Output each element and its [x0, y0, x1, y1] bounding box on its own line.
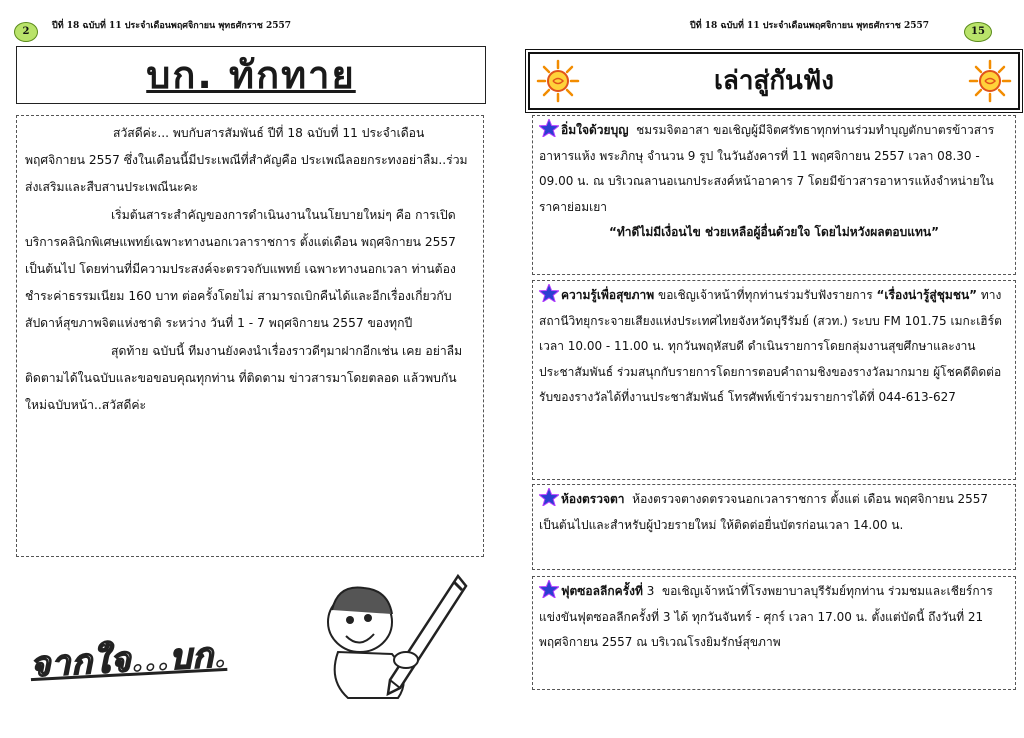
section-body: ทางสถานีวิทยุกระจายเสียงแห่งประเทศไทยจังหวัดบุรีรัมย์ (สวท.) ระบบ FM 101.75 เมกะเฮิร์ต เวลา 10.00 - 11.00 น. ทุกวันพฤหัสบดี ดำเนินรายการโดยกลุ่มงานสุขศึกษาและงานประชาสัมพันธ์ ร่วมสนุกกับรายการโดยการตอบคำถามชิงของรางวัลมากมาย ผู้โชคดีติดต่อรับของรางวัลได้ที่งานประชาสัมพันธ์ โทรศัพท์เข้าร่วมรายการได้ที่ 044-613-627	[539, 288, 1002, 404]
issue-header-left: ปีที่ 18 ฉบับที่ 11 ประจำเดือนพฤศจิกายน พุทธศักราช 2557	[52, 21, 292, 31]
section-heading-number: 3	[646, 584, 655, 598]
program-name: “เรื่องน่ารู้สู่ชุมชน”	[876, 288, 978, 302]
editor-paragraph-3: สุดท้าย ฉบับนี้ ทีมงานยังคงนำเรื่องราวดีๆมาฝากอีกเช่น เคย อย่าลืม ติดตามได้ในฉบับและขอขอบคุณทุกท่าน ที่ติดตาม ข่าวสารมาโดยตลอด แล้วพบกันใหม่ฉบับหน้า..สวัสดีค่ะ	[25, 343, 463, 413]
section-heading: อิ่มใจด้วยบุญ	[561, 123, 629, 137]
section-health-knowledge	[532, 280, 1016, 480]
editor-paragraph-1: สวัสดีค่ะ... พบกับสารสัมพันธ์ ปีที่ 18 ฉบับที่ 11 ประจำเดือน พฤศจิกายน 2557 ซึ่งในเดือนนี้มีประเพณีที่สำคัญคือ ประเพณีลอยกระทงอย่าลืม..ร่วมส่งเสริมและสืบสานประเพณีนะคะ	[25, 126, 468, 195]
section-heading: ฟุตซอลลีกครั้งที่	[561, 584, 643, 598]
stories-title-box	[528, 52, 1020, 110]
section-heading: ความรู้เพื่อสุขภาพ	[561, 288, 655, 302]
section-body-intro: ขอเชิญเจ้าหน้าที่ทุกท่านร่วมรับฟังรายการ	[658, 288, 873, 302]
section-merit	[532, 115, 1016, 275]
star-icon	[539, 488, 559, 506]
page-number-left: 2	[14, 22, 38, 42]
stories-title: เล่าสู่กันฟัง	[714, 66, 834, 96]
section-heading: ห้องตรวจตา	[561, 492, 625, 506]
section-body: ห้องตรวจตางดตรวจนอกเวลาราชการ ตั้งแต่ เดือน พฤศจิกายน 2557 เป็นต้นไปและสำหรับผู้ป่วยรายใหม่ ให้ติดต่อยื่นบัตรก่อนเวลา 14.00 น.	[539, 492, 989, 532]
editor-message-box	[16, 115, 484, 557]
star-icon	[539, 119, 559, 137]
issue-header-right: ปีที่ 18 ฉบับที่ 11 ประจำเดือนพฤศจิกายน พุทธศักราช 2557	[690, 21, 930, 31]
section-body: ชมรมจิตอาสา ขอเชิญผู้มีจิตศรัทธาทุกท่านร่วมทำบุญตักบาตรข้าวสารอาหารแห้ง พระภิกษุ จำนวน 9 รูป ในวันอังคารที่ 11 พฤศจิกายน 2557 เวลา 08.30 - 09.00 น. ณ บริเวณลานอเนกประสงค์หน้าอาคาร 7 โดยมีข้าวสารอาหารแห้งจำหน่ายในราคาย่อมเยา	[539, 123, 995, 214]
section-eye-clinic	[532, 484, 1016, 570]
page-number-right: 15	[964, 22, 992, 42]
pencil-mascot-icon	[308, 570, 468, 705]
editor-paragraph-2: เริ่มต้นสาระสำคัญของการดำเนินงานในนโยบายใหม่ๆ คือ การเปิดบริการคลินิกพิเศษแพทย์เฉพาะทางนอกเวลาราชการ ตั้งแต่เดือน พฤศจิกายน 2557 เป็นต้นไป โดยท่านที่มีความประสงค์จะตรวจกับแพทย์ เฉพาะทางนอกเวลา ท่านต้องชำระค่าธรรมเนียม 160 บาท ต่อครั้งโดยไม่ สามารถเบิกคืนได้และอีกเรื่องเกี่ยวกับสัปดาห์สุขภาพจิตแห่งชาติ ระหว่าง วันที่ 1 - 7 พฤศจิกายน 2557 ของทุกปี	[25, 207, 456, 331]
sun-icon	[968, 59, 1012, 103]
star-icon	[539, 284, 559, 302]
editor-signature: จากใจ...บก.	[29, 634, 228, 686]
section-quote: “ทำดีไม่มีเงื่อนไข ช่วยเหลือผู้อื่นด้วยใจ โดยไม่หวังผลตอบแทน”	[609, 225, 939, 239]
section-futsal-league	[532, 576, 1016, 690]
editor-title: บก. ทักทาย	[16, 46, 486, 104]
section-body: ขอเชิญเจ้าหน้าที่โรงพยาบาลบุรีรัมย์ทุกท่าน ร่วมชมและเชียร์การแข่งขันฟุตซอลลีกครั้งที่ 3 ได้ ทุกวันจันทร์ - ศุกร์ เวลา 17.00 น. ตั้งแต่บัดนี้ ถึงวันที่ 21 พฤศจิกายน 2557 ณ บริเวณโรงยิมรักษ์สุขภาพ	[539, 584, 993, 649]
star-icon	[539, 580, 559, 598]
